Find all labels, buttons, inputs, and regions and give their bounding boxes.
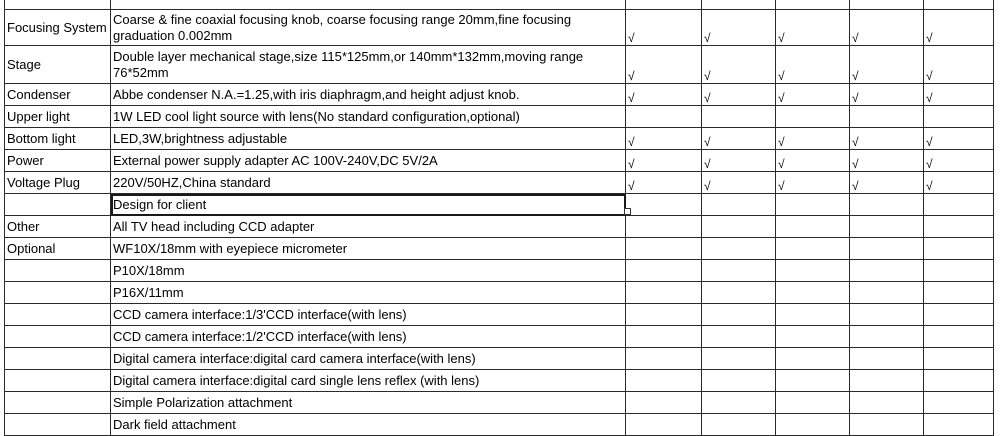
table-row [5,128,994,150]
check-cell[interactable]: √ [924,128,994,150]
category-cell[interactable] [5,194,111,216]
check-cell[interactable]: √ [924,46,994,84]
check-cell[interactable] [702,216,776,238]
table-row [5,282,994,304]
category-cell[interactable] [5,326,111,348]
check-cell[interactable]: √ [850,172,924,194]
description-cell[interactable]: Abbe condenser N.A.=1.25,with iris diaphragm,and height adjust knob. [111,84,626,106]
description-cell[interactable]: Double layer mechanical stage,size 115*125mm,or 140mm*132mm,moving range 76*52mm [111,46,626,84]
table-row [5,326,994,348]
check-cell[interactable]: √ [702,128,776,150]
check-cell[interactable]: √ [626,10,702,46]
check-cell[interactable] [702,260,776,282]
check-cell[interactable] [850,304,924,326]
check-cell[interactable]: √ [850,150,924,172]
check-cell[interactable]: √ [924,150,994,172]
check-cell[interactable]: √ [850,128,924,150]
check-cell[interactable] [702,414,776,436]
description-cell[interactable]: P10X/18mm [111,260,626,282]
check-cell[interactable] [776,392,850,414]
check-cell[interactable]: √ [702,84,776,106]
check-cell[interactable] [776,282,850,304]
check-cell[interactable] [924,392,994,414]
check-cell[interactable] [626,348,702,370]
category-cell[interactable]: Focusing System [5,10,111,46]
description-cell[interactable]: Digital camera interface:digital card single lens reflex (with lens) [111,370,626,392]
category-cell[interactable] [5,260,111,282]
check-cell[interactable] [702,106,776,128]
table-row [5,194,994,216]
table-row [5,392,994,414]
check-cell[interactable]: √ [850,46,924,84]
table-row [5,260,994,282]
description-cell[interactable]: All TV head including CCD adapter [111,216,626,238]
check-cell[interactable] [776,304,850,326]
check-cell[interactable] [924,304,994,326]
description-cell[interactable]: 220V/50HZ,China standard [111,172,626,194]
check-cell[interactable]: √ [776,172,850,194]
check-cell[interactable] [626,304,702,326]
category-cell[interactable]: Other [5,216,111,238]
check-cell[interactable] [626,216,702,238]
check-cell[interactable] [776,238,850,260]
table-row [5,304,994,326]
description-cell[interactable]: WF10X/18mm with eyepiece micrometer [111,238,626,260]
category-cell[interactable]: Bottom light [5,128,111,150]
check-cell[interactable]: √ [626,150,702,172]
category-cell[interactable]: Voltage Plug [5,172,111,194]
spec-table [4,0,994,436]
check-cell[interactable] [702,282,776,304]
check-cell[interactable] [626,326,702,348]
check-cell[interactable] [850,106,924,128]
check-cell[interactable] [702,392,776,414]
table-row [5,10,994,46]
check-cell[interactable] [626,0,702,10]
check-cell[interactable] [702,304,776,326]
check-cell[interactable] [850,392,924,414]
check-cell[interactable] [776,0,850,10]
check-cell[interactable] [924,216,994,238]
check-cell[interactable] [850,414,924,436]
category-cell[interactable]: Condenser [5,84,111,106]
category-cell[interactable]: Upper light [5,106,111,128]
check-cell[interactable] [626,260,702,282]
check-cell[interactable] [626,282,702,304]
check-cell[interactable] [924,348,994,370]
check-cell[interactable] [850,216,924,238]
check-cell[interactable] [850,370,924,392]
check-cell[interactable] [776,348,850,370]
description-cell[interactable]: CCD camera interface:1/2'CCD interface(with lens) [111,326,626,348]
check-cell[interactable]: √ [702,10,776,46]
check-cell[interactable] [776,216,850,238]
check-cell[interactable] [850,194,924,216]
check-cell[interactable] [702,0,776,10]
check-cell[interactable] [702,348,776,370]
check-cell[interactable] [626,106,702,128]
check-cell[interactable]: √ [776,84,850,106]
check-cell[interactable]: √ [850,10,924,46]
description-cell[interactable]: 1W LED cool light source with lens(No standard configuration,optional) [111,106,626,128]
check-cell[interactable]: √ [626,128,702,150]
check-cell[interactable] [850,238,924,260]
description-cell[interactable]: External power supply adapter AC 100V-240V,DC 5V/2A [111,150,626,172]
check-cell[interactable]: √ [626,84,702,106]
check-cell[interactable] [626,194,702,216]
check-cell[interactable] [850,260,924,282]
check-cell[interactable]: √ [702,172,776,194]
description-cell[interactable]: LED,3W,brightness adjustable [111,128,626,150]
description-cell[interactable]: Design for client [111,194,626,216]
table-row [5,348,994,370]
check-cell[interactable] [924,370,994,392]
check-cell[interactable]: √ [924,172,994,194]
check-cell[interactable] [626,238,702,260]
check-cell[interactable]: √ [702,46,776,84]
category-cell[interactable] [5,370,111,392]
check-cell[interactable]: √ [776,128,850,150]
check-cell[interactable] [776,370,850,392]
category-cell[interactable]: Power [5,150,111,172]
check-cell[interactable] [924,238,994,260]
table-row [5,106,994,128]
check-cell[interactable] [850,282,924,304]
check-cell[interactable] [924,282,994,304]
table-row [5,370,994,392]
check-cell[interactable]: √ [626,46,702,84]
table-row [5,84,994,106]
check-cell[interactable] [702,370,776,392]
check-cell[interactable]: √ [924,84,994,106]
category-cell[interactable] [5,348,111,370]
description-cell[interactable]: Digital camera interface:digital card camera interface(with lens) [111,348,626,370]
check-cell[interactable] [776,194,850,216]
check-cell[interactable] [924,106,994,128]
category-cell[interactable] [5,282,111,304]
check-cell[interactable] [776,414,850,436]
check-cell[interactable]: √ [776,10,850,46]
category-cell[interactable]: Optional [5,238,111,260]
check-cell[interactable] [924,260,994,282]
table-row [5,150,994,172]
description-cell[interactable]: CCD camera interface:1/3'CCD interface(with lens) [111,304,626,326]
check-cell[interactable] [776,260,850,282]
description-cell[interactable]: Dark field attachment [111,414,626,436]
check-cell[interactable]: √ [776,46,850,84]
check-cell[interactable] [924,0,994,10]
check-cell[interactable]: √ [702,150,776,172]
category-cell[interactable] [5,392,111,414]
description-cell[interactable] [111,0,626,10]
table-row [5,414,994,436]
check-cell[interactable] [776,106,850,128]
check-cell[interactable] [924,194,994,216]
category-cell[interactable] [5,304,111,326]
check-cell[interactable] [702,326,776,348]
check-cell[interactable]: √ [626,172,702,194]
check-cell[interactable] [626,370,702,392]
description-cell[interactable]: P16X/11mm [111,282,626,304]
check-cell[interactable] [850,326,924,348]
check-cell[interactable] [702,238,776,260]
description-cell[interactable]: Coarse & fine coaxial focusing knob, coarse focusing range 20mm,fine focusing graduation 0.002mm [111,10,626,46]
table-row [5,216,994,238]
category-cell[interactable] [5,0,111,10]
check-cell[interactable] [776,326,850,348]
check-cell[interactable]: √ [776,150,850,172]
check-cell[interactable] [626,392,702,414]
table-row [5,0,994,10]
check-cell[interactable] [850,0,924,10]
category-cell[interactable] [5,414,111,436]
check-cell[interactable] [924,414,994,436]
selection-handle[interactable] [624,208,631,215]
table-row [5,46,994,84]
table-row [5,238,994,260]
category-cell[interactable]: Stage [5,46,111,84]
check-cell[interactable] [702,194,776,216]
check-cell[interactable] [924,326,994,348]
check-cell[interactable] [850,348,924,370]
description-cell[interactable]: Simple Polarization attachment [111,392,626,414]
check-cell[interactable]: √ [924,10,994,46]
check-cell[interactable] [626,414,702,436]
check-cell[interactable]: √ [850,84,924,106]
table-row [5,172,994,194]
